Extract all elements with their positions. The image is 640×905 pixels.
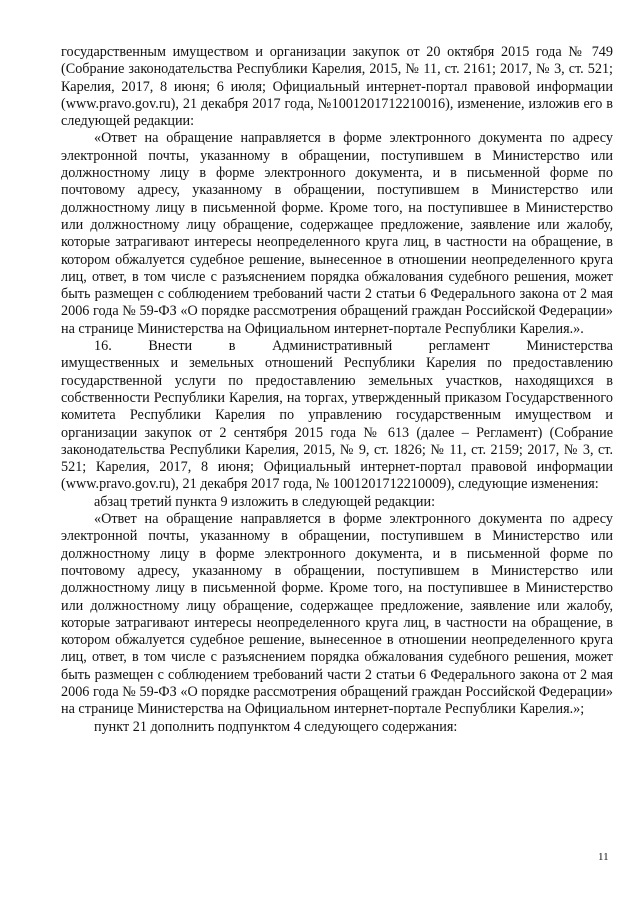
paragraph-decree-reference: государственным имуществом и организации закупок от 20 октября 2015 года № 749 (Собрание законодательства Республики Карелия, 2015, № 11, ст. 2161; 2017, № 3, ст. 521; Карелия, 2017, 8 июня; 6 июля; Официальный интернет-портал правовой информации (www.pravo.gov.ru), 21 декабря 2017 года, №1001201712210016), изменение, изложив его в следующей редакции: bbox=[61, 44, 613, 130]
paragraph-quoted-response-rule: «Ответ на обращение направляется в форме электронного документа по адресу электронной почты, указанному в обращении, поступившем в Министерство или должностному лицу в форме электронного документа, и в письменной форме по почтовому адресу, указанному в обращении, поступившем в Министерство или должностному лицу в письменной форме. Кроме того, на поступившее в Министерство или должностному лицу обращение, содержащее предложение, заявление или жалобу, которые затрагивают интересы неопределенного круга лиц, в частности на обращение, в котором обжалуется судебное решение, вынесенное в отношении неопределенного круга лиц, ответ, в том числе с разъяснением порядка обжалования судебного решения, может быть размещен с соблюдением требований части 2 статьи 6 Федерального закона от 2 мая 2006 года № 59-ФЗ «О порядке рассмотрения обращений граждан Российской Федерации» на странице Министерства на Официальном интернет-портале Республики Карелия.». bbox=[61, 130, 613, 337]
paragraph-instruction-point-9: абзац третий пункта 9 изложить в следующей редакции: bbox=[94, 493, 436, 510]
item-16-number: 16. bbox=[94, 338, 112, 355]
item-16-word-4: регламент bbox=[428, 338, 490, 355]
item-16-word-5: Министерства bbox=[526, 338, 613, 355]
item-16-heading bbox=[61, 338, 613, 355]
item-16-word-3: Административный bbox=[272, 338, 393, 355]
item-16-word-1: Внести bbox=[148, 338, 193, 355]
item-16-word-2: в bbox=[228, 338, 236, 355]
paragraph-instruction-point-21: пункт 21 дополнить подпунктом 4 следующего содержания: bbox=[94, 718, 458, 735]
paragraph-quoted-response-rule-2: «Ответ на обращение направляется в форме электронного документа по адресу электронной почты, указанному в обращении, поступившем в Министерство или должностному лицу в форме электронного документа, и в письменной форме по почтовому адресу, указанному в обращении, поступившем в Министерство или должностному лицу в письменной форме. Кроме того, на поступившее в Министерство или должностному лицу обращение, содержащее предложение, заявление или жалобу, которые затрагивают интересы неопределенного круга лиц, в частности на обращение, в котором обжалуется судебное решение, вынесенное в отношении неопределенного круга лиц, ответ, в том числе с разъяснением порядка обжалования судебного решения, может быть размещен с соблюдением требований части 2 статьи 6 Федерального закона от 2 мая 2006 года № 59-ФЗ «О порядке рассмотрения обращений граждан Российской Федерации» на странице Министерства на Официальном интернет-портале Республики Карелия.»; bbox=[61, 511, 613, 718]
document-page bbox=[61, 44, 613, 736]
page-number: 11 bbox=[598, 851, 609, 863]
paragraph-regulation-amendment: имущественных и земельных отношений Республики Карелия по предоставлению государственной услуги по предоставлению земельных участков, находящихся в собственности Республики Карелия, на торгах, утвержденный приказом Государственного комитета Республики Карелия по управлению государственным имуществом и организации закупок от 2 сентября 2015 года № 613 (далее – Регламент) (Собрание законодательства Республики Карелия, 2015, № 9, ст. 1826; № 11, ст. 2159; 2017, № 3, ст. 521; Карелия, 2017, 8 июня; Официальный интернет-портал правовой информации (www.pravo.gov.ru), 21 декабря 2017 года, № 1001201712210009), следующие изменения: bbox=[61, 355, 613, 493]
